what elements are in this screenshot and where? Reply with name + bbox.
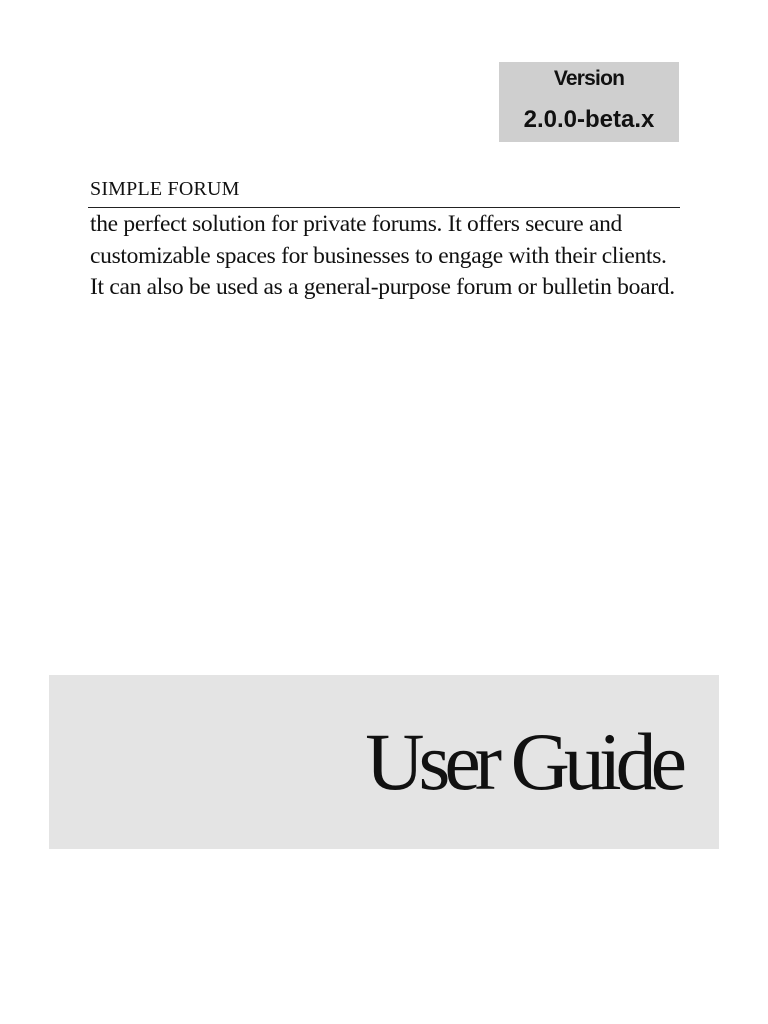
title-band	[49, 675, 719, 849]
product-description: the perfect solution for private forums. It offers secure and customizable spaces for businesses to engage with their clients. It can also be used as a general-purpose forum or bulletin board.	[90, 211, 675, 300]
version-number: 2.0.0-beta.x	[523, 106, 655, 133]
document-title: User Guide	[365, 716, 681, 807]
version-label: Version	[553, 67, 625, 90]
version-box	[499, 62, 679, 142]
product-name: SIMPLE FORUM	[90, 178, 240, 200]
heading-divider	[88, 207, 680, 208]
